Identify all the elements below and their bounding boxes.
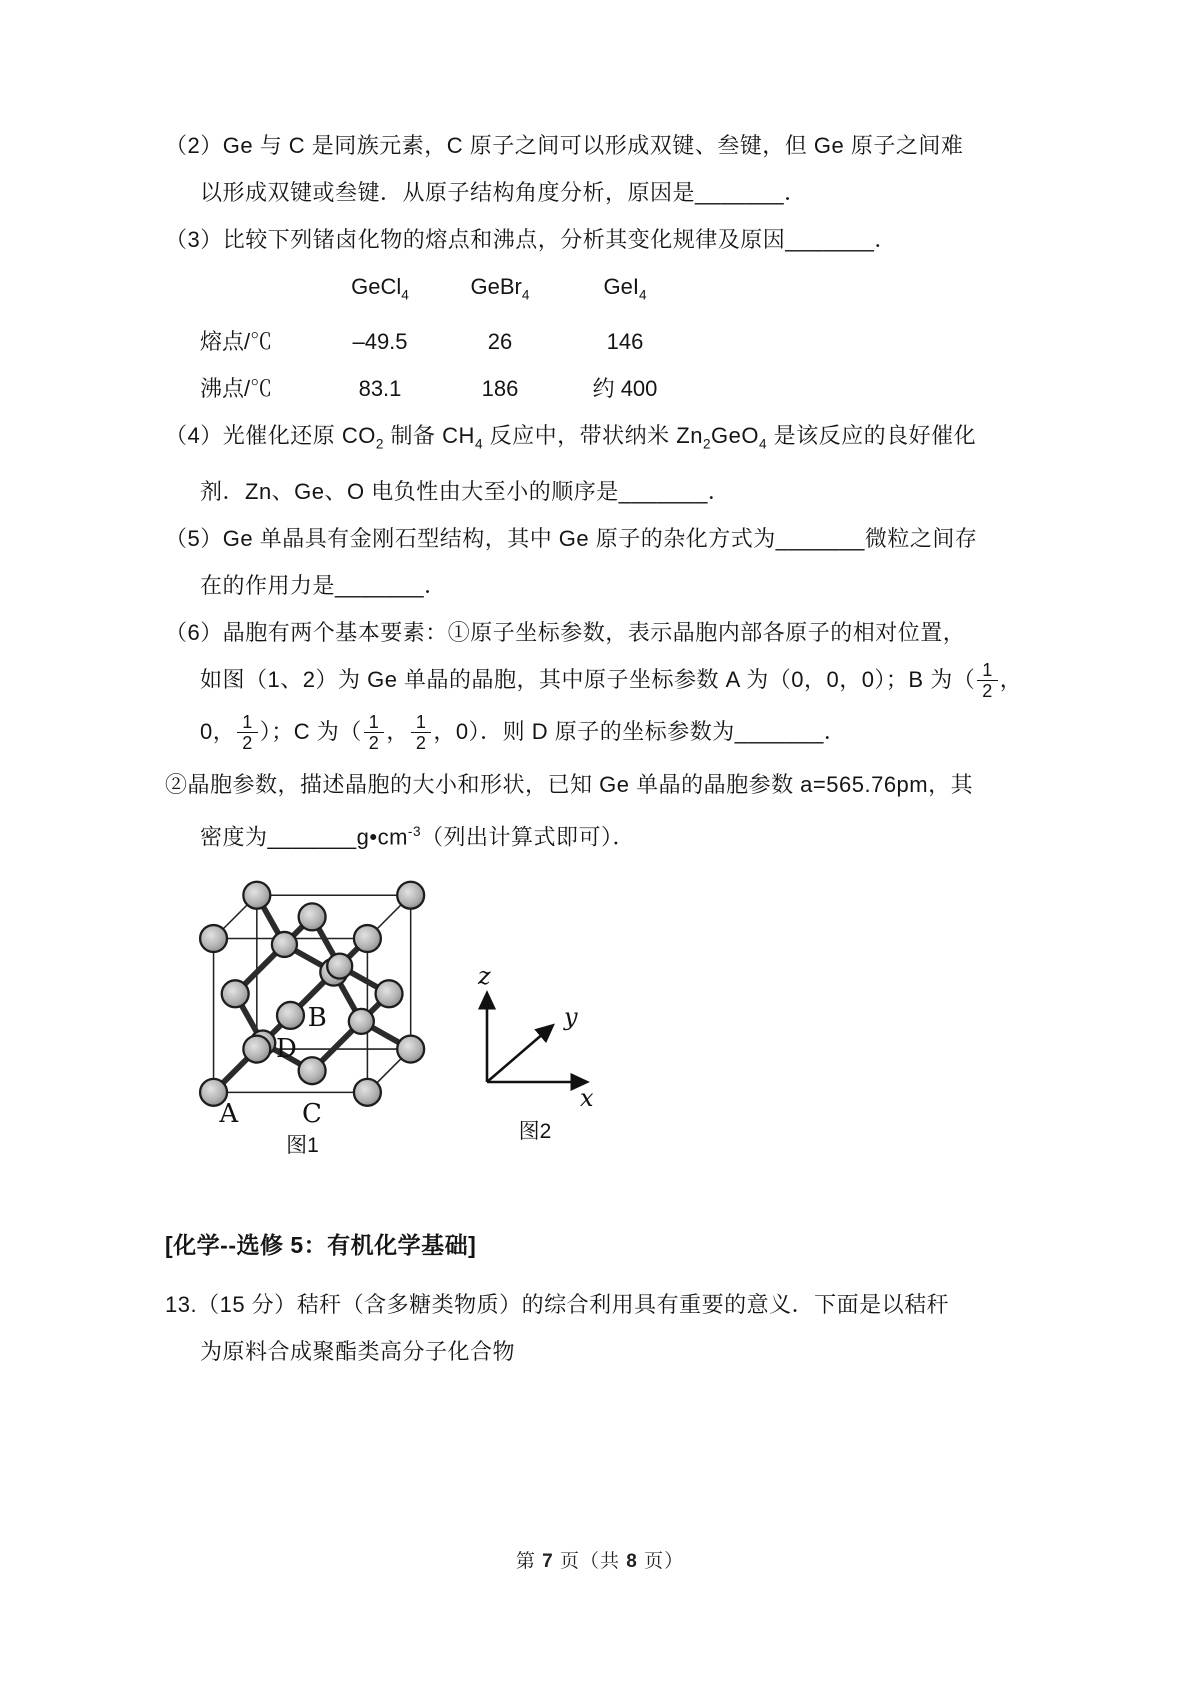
atom-label-A: A	[219, 1099, 239, 1127]
table-row-label-melting: 熔点/℃	[200, 329, 273, 355]
x-axis-label: x	[580, 1084, 594, 1113]
question-6-line-2: 如图（1、2）为 Ge 单晶的晶胞，其中原子坐标参数 A 为（0，0，0）；B 为（ $\frac{1}{2}$ ，	[200, 659, 1023, 701]
table-corner-cell	[200, 263, 320, 318]
table-row-label-boiling: 沸点/℃	[200, 376, 273, 402]
table-cell-melting-gebr4: 26	[487, 329, 513, 355]
z-axis-label: z	[478, 962, 491, 991]
figure-block	[175, 876, 1200, 1160]
question-3-line-1: （3）比较下列锗卤化物的熔点和沸点，分析其变化规律及原因_______．	[165, 227, 897, 252]
question-5-line-2: 在的作用力是_______．	[200, 572, 447, 598]
axes-figure	[460, 962, 610, 1146]
figure-2-caption: 图2	[518, 1120, 552, 1144]
figure-1-caption: 图1	[286, 1134, 319, 1158]
question-5-line-1: （5）Ge 单晶具有金刚石型结构，其中 Ge 原子的杂化方式为_______微粒之间存	[165, 525, 978, 551]
question-6b-line-2: 密度为$\_\_\_\_\_\_\_g•cm^{-3}$（列出计算式即可）．	[200, 823, 636, 850]
atom-label-C: C	[302, 1099, 322, 1127]
table-header-gecl4: GeCl$_4$	[351, 274, 409, 303]
question-6b-line-1: ②晶胞参数，描述晶胞的大小和形状，已知 Ge 单晶的晶胞参数 a=565.76pm，其	[165, 771, 974, 797]
halide-property-table	[200, 263, 1200, 412]
table-cell-boiling-gei4: 约 400	[592, 376, 658, 402]
coordinate-axes-figure	[460, 962, 610, 1112]
question-6-line-3: 0， $\frac{1}{2}$ ）；C 为（ $\frac{1}{2}$ ， $\frac{1}{2}$ ，0）．则 D 原子的坐标参数为_______．	[200, 711, 847, 753]
table-cell-boiling-gebr4: 186	[481, 376, 519, 402]
atom-label-B: B	[307, 1003, 327, 1034]
y-axis-label: y	[564, 1003, 578, 1032]
question-13-line-1: 13.（15 分）秸秆（含多糖类物质）的综合利用具有重要的意义．下面是以秸秆	[165, 1292, 950, 1318]
crystal-structure-figure	[175, 876, 430, 1126]
table-cell-melting-gei4: 146	[606, 329, 644, 355]
question-13	[165, 1281, 1200, 1375]
question-4-line-1: （4）光催化还原 $CO_2$ 制备 $CH_4$ 反应中，带状纳米 $Zn_2GeO_4$ 是该反应的良好催化	[165, 423, 977, 452]
section-header: [化学--选修 5：有机化学基础]	[165, 1232, 477, 1259]
question-13-line-2: 为原料合成聚酯类高分子化合物	[200, 1339, 516, 1365]
question-6-line-1: （6）晶胞有两个基本要素：①原子坐标参数，表示晶胞内部各原子的相对位置，	[165, 619, 966, 645]
table-cell-boiling-gecl4: 83.1	[358, 376, 402, 402]
table-header-gebr4: GeBr$_4$	[470, 274, 530, 303]
page-footer: 第 7 页（共 8 页）	[515, 1551, 685, 1572]
table-cell-melting-gecl4: –49.5	[352, 329, 408, 355]
question-4-line-2: 剂．Zn、Ge、O 电负性由大至小的顺序是_______．	[200, 478, 731, 504]
table-header-gei4: GeI$_4$	[603, 274, 647, 303]
crystal-figure	[175, 876, 430, 1160]
question-2-line-1: （2）Ge 与 C 是同族元素，C 原子之间可以形成双键、叁键，但 Ge 原子之间难	[165, 133, 964, 158]
question-2-line-2: 以形成双键或叁键．从原子结构角度分析，原因是_______．	[200, 180, 807, 205]
atom-label-D: D	[276, 1033, 297, 1064]
